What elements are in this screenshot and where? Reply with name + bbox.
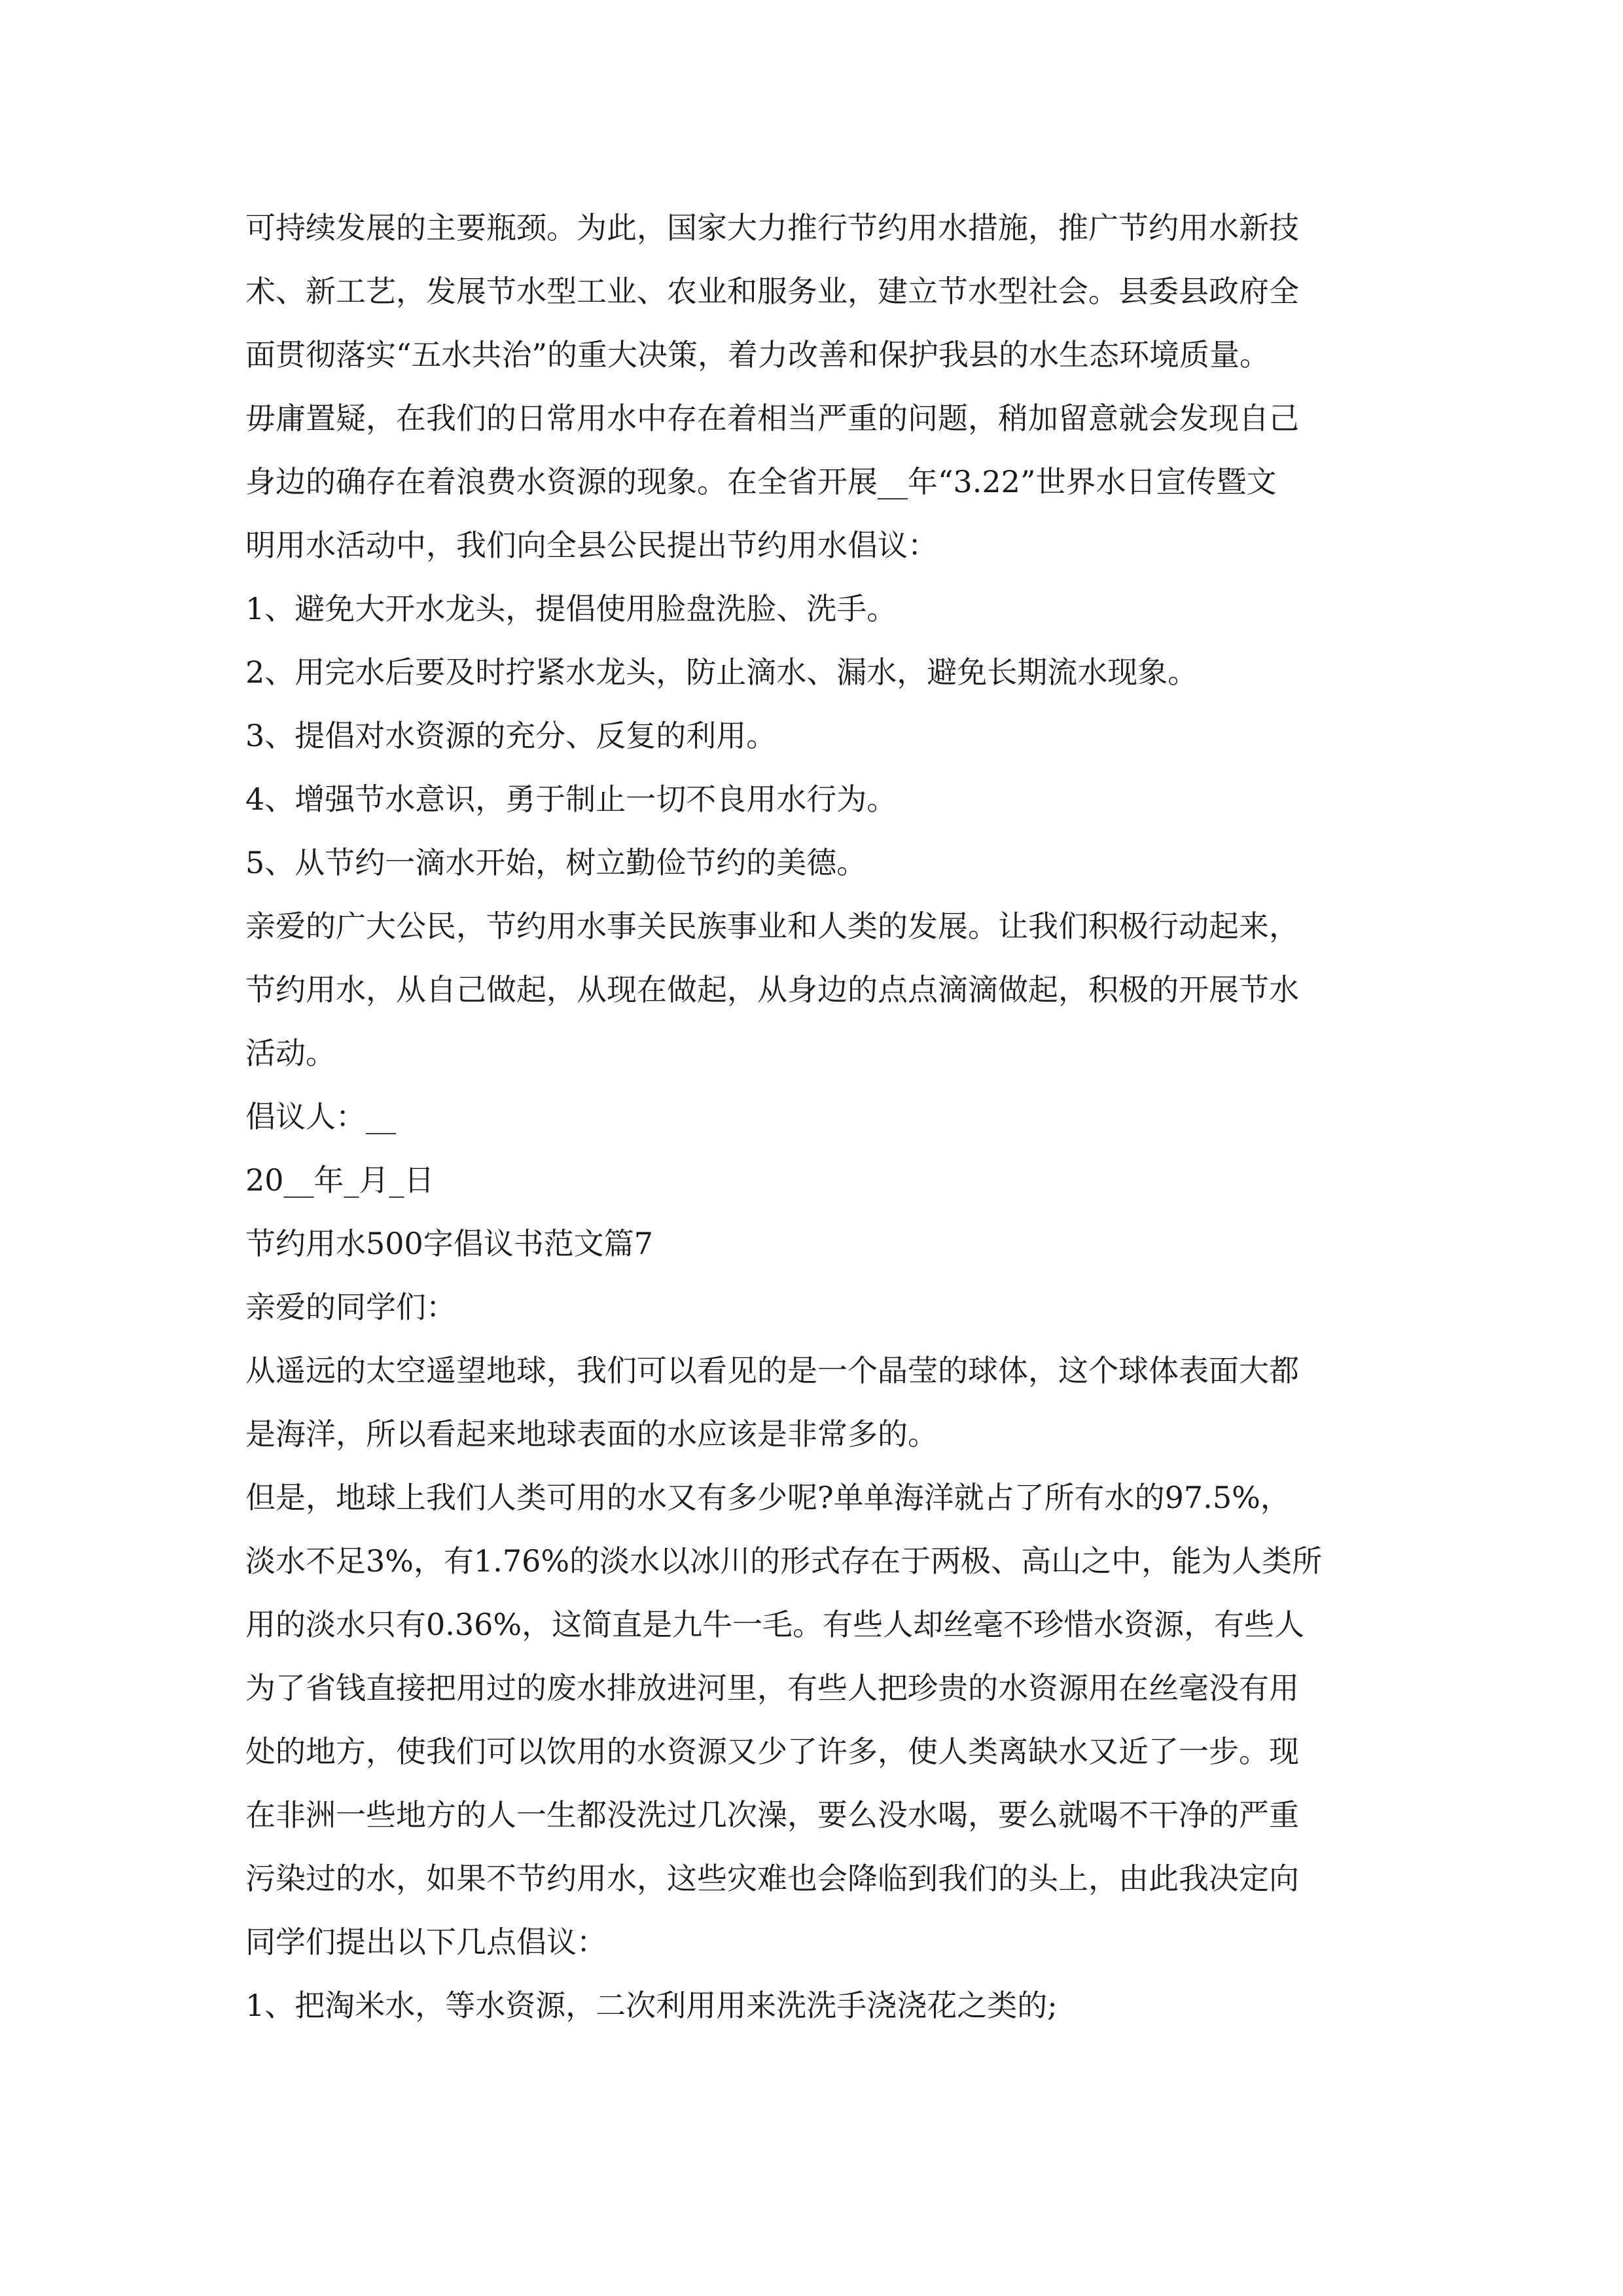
text-line: 节约用水500字倡议书范文篇7 <box>245 1226 654 1261</box>
text-line: 活动。 <box>245 1035 336 1071</box>
text-line: 污染过的水，如果不节约用水，这些灾难也会降临到我们的头上，由此我决定向 <box>245 1861 1299 1896</box>
text-line: 3、提倡对水资源的充分、反复的利用。 <box>245 718 777 753</box>
text-line: 20__年_月_日 <box>245 1162 435 1198</box>
text-line: 2、用完水后要及时拧紧水龙头，防止滴水、漏水，避免长期流水现象。 <box>245 655 1198 690</box>
text-line: 节约用水，从自己做起，从现在做起，从身边的点点滴滴做起，积极的开展节水 <box>245 972 1299 1007</box>
text-line: 为了省钱直接把用过的废水排放进河里，有些人把珍贵的水资源用在丝毫没有用 <box>245 1670 1299 1706</box>
text-line: 可持续发展的主要瓶颈。为此，国家大力推行节约用水措施，推广节约用水新技 <box>245 210 1299 245</box>
text-line: 倡议人：__ <box>245 1099 396 1134</box>
paragraph <box>245 577 1397 641</box>
text-line: 4、增强节水意识，勇于制止一切不良用水行为。 <box>245 781 897 817</box>
paragraph <box>245 704 1397 768</box>
paragraph <box>245 895 1397 1085</box>
text-line: 淡水不足3%，有1.76%的淡水以冰川的形式存在于两极、高山之中，能为人类所 <box>245 1543 1323 1579</box>
paragraph <box>245 1974 1397 2037</box>
text-line: 用的淡水只有0.36%，这简直是九牛一毛。有些人却丝毫不珍惜水资源，有些人 <box>245 1607 1305 1642</box>
text-line: 从遥远的太空遥望地球，我们可以看见的是一个晶莹的球体，这个球体表面大都 <box>245 1353 1299 1388</box>
text-line: 1、把淘米水，等水资源，二次利用用来洗洗手浇浇花之类的; <box>245 1988 1058 2023</box>
paragraph <box>245 196 1397 577</box>
document-body <box>245 196 1397 2037</box>
paragraph <box>245 1149 1397 1212</box>
text-line: 同学们提出以下几点倡议： <box>245 1924 607 1960</box>
text-line: 处的地方，使我们可以饮用的水资源又少了许多，使人类离缺水又近了一步。现 <box>245 1734 1299 1769</box>
paragraph <box>245 1339 1397 1466</box>
paragraph <box>245 1466 1397 1974</box>
paragraph <box>245 1085 1397 1149</box>
text-line: 身边的确存在着浪费水资源的现象。在全省开展__年“3.22”世界水日宣传暨文 <box>245 464 1277 499</box>
paragraph <box>245 1212 1397 1276</box>
text-line: 但是，地球上我们人类可用的水又有多少呢?单单海洋就占了所有水的97.5%， <box>245 1480 1291 1515</box>
text-line: 亲爱的广大公民，节约用水事关民族事业和人类的发展。让我们积极行动起来， <box>245 908 1299 944</box>
text-line: 5、从节约一滴水开始，树立勤俭节约的美德。 <box>245 845 867 880</box>
paragraph <box>245 641 1397 704</box>
text-line: 是海洋，所以看起来地球表面的水应该是非常多的。 <box>245 1416 938 1452</box>
text-line: 1、避免大开水龙头，提倡使用脸盘洗脸、洗手。 <box>245 591 897 626</box>
text-line: 毋庸置疑，在我们的日常用水中存在着相当严重的问题，稍加留意就会发现自己 <box>245 401 1299 436</box>
text-line: 面贯彻落实“五水共治”的重大决策，着力改善和保护我县的水生态环境质量。 <box>245 337 1270 372</box>
paragraph <box>245 1276 1397 1339</box>
paragraph <box>245 831 1397 895</box>
text-line: 亲爱的同学们： <box>245 1289 456 1325</box>
text-line: 明用水活动中，我们向全县公民提出节约用水倡议： <box>245 528 938 563</box>
text-line: 在非洲一些地方的人一生都没洗过几次澡，要么没水喝，要么就喝不干净的严重 <box>245 1797 1299 1833</box>
paragraph <box>245 768 1397 831</box>
text-line: 术、新工艺，发展节水型工业、农业和服务业，建立节水型社会。县委县政府全 <box>245 274 1299 309</box>
